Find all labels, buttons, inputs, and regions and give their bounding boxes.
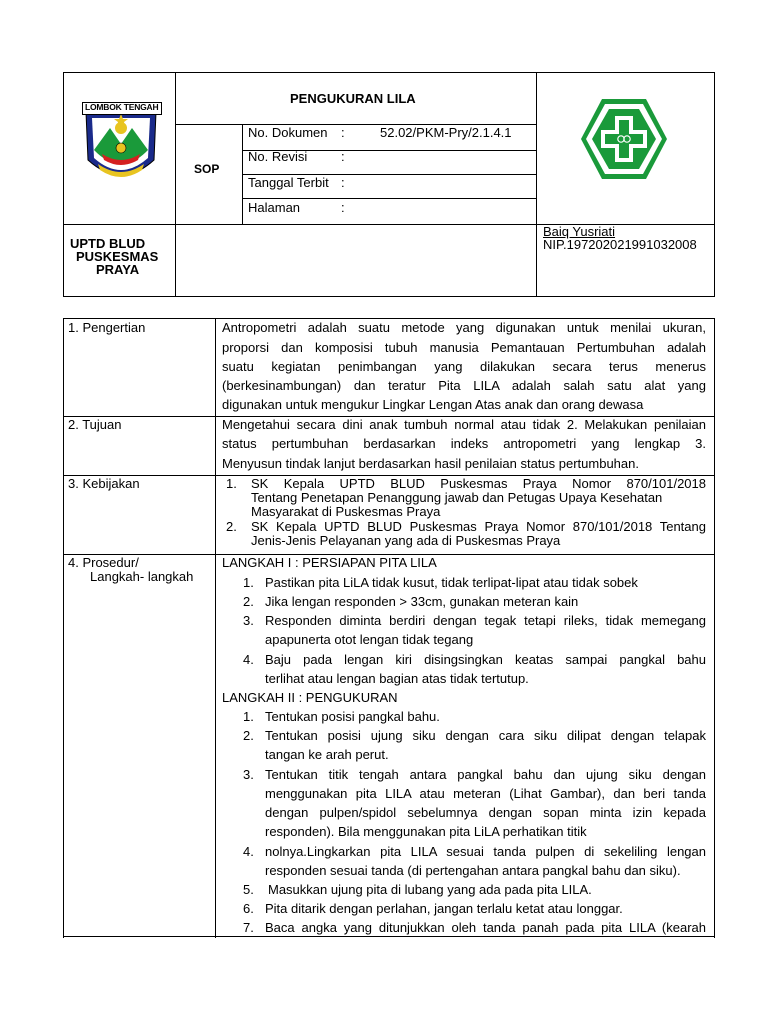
step-item-line: dengan pulpen/spidol sebelumnya dengan sopan minta izin kepada — [265, 805, 706, 820]
tujuan-line: Menyusun tindak lanjut berdasarkan hasil penilaian status pertumbuhan. — [222, 456, 639, 471]
sop-label: SOP — [194, 162, 220, 176]
step-item-number: 1. — [243, 709, 254, 724]
step-item-line: apapunerta otot lengan tidak tegang — [265, 632, 474, 647]
step-item-number: 3. — [243, 767, 254, 782]
step-item-line: responden sesuai tanda (di pertengahan antara pangkal bahu dan siku). — [265, 863, 681, 878]
step-item-number: 4. — [243, 844, 254, 859]
step-item-line: nolnya.Lingkarkan pita LILA sesuai tanda pulpen di sekeliling lengan — [265, 844, 706, 859]
step-item-line: tangan ke arah perut. — [265, 747, 389, 762]
page-label: Halaman — [248, 200, 301, 215]
signer-nip: NIP.197202021991032008 — [543, 237, 697, 252]
kebijakan-line: Tentang Penetapan Penanggung jawab dan Petugas Upaya Kesehatan — [251, 490, 663, 505]
section-label-pengertian: 1. Pengertian — [68, 320, 146, 335]
step-item-line: Jika lengan responden > 33cm, gunakan meteran kain — [265, 594, 579, 609]
step-item-number: 5. — [243, 882, 254, 897]
step1-title: LANGKAH I : PERSIAPAN PITA LILA — [222, 555, 437, 570]
step-item-number: 1. — [243, 575, 254, 590]
section-label-tujuan: 2. Tujuan — [68, 417, 122, 432]
step-item-number: 4. — [243, 652, 254, 667]
puskesmas-logo — [580, 98, 668, 180]
step-item-line: Masukkan ujung pita di lubang yang ada pada pita LILA. — [268, 882, 592, 897]
page-sep: : — [341, 200, 345, 215]
issue-date-sep: : — [341, 175, 345, 190]
step-item-line: Responden diminta berdiri dengan tegak tetapi rileks, tidak memegang — [265, 613, 706, 628]
step-item-line: Tentukan posisi pangkal bahu. — [265, 709, 440, 724]
revision-sep: : — [341, 149, 345, 164]
revision-label: No. Revisi — [248, 149, 308, 164]
step-item-line: menggunakan pita LILA atau meteran (Lihat Gambar), dan beri tanda — [265, 786, 706, 801]
tujuan-line: status pertumbuhan berdasarkan indeks antropometri yang lengkap 3. — [222, 436, 706, 451]
tujuan-line: Mengetahui secara dini anak tumbuh normal atau tidak 2. Melakukan penilaian — [222, 417, 706, 432]
section-label-prosedur: 4. Prosedur/ — [68, 555, 139, 570]
doc-number-label: No. Dokumen — [248, 125, 328, 140]
section-label-prosedur-sub: Langkah- langkah — [90, 569, 194, 584]
step-item-line: Pita ditarik dengan perlahan, jangan terlalu ketat atau longgar. — [265, 901, 623, 916]
pengertian-line: suatu kegiatan penimbangan yang dilakukan secara terus menerus — [222, 359, 706, 374]
step-item-number: 2. — [243, 594, 254, 609]
pengertian-line: Antropometri adalah suatu metode yang digunakan untuk menilai ukuran, — [222, 320, 706, 335]
unit-name-line2: PUSKESMAS — [76, 249, 159, 264]
doc-number-value: 52.02/PKM-Pry/2.1.4.1 — [380, 125, 512, 140]
step-item-line: Baju pada lengan kiri disingsingkan keatas sampai pangkal bahu — [265, 652, 706, 667]
pengertian-line: (berkesinambungan) dan teratur Pita LILA adalah salah satu alat yang — [222, 378, 706, 393]
step-item-number: 2. — [243, 728, 254, 743]
step-item-line: Pastikan pita LiLA tidak kusut, tidak terlipat-lipat atau tidak sobek — [265, 575, 638, 590]
kebijakan-line: Jenis-Jenis Pelayanan yang ada di Puskesmas Praya — [251, 533, 561, 548]
unit-name-line1: UPTD BLUD — [70, 236, 146, 251]
step-item-number: 7. — [243, 920, 254, 935]
signer-name: Baiq Yusriati — [543, 224, 616, 239]
step-item-line: Tentukan titik tengah antara pangkal bahu dan ujung siku dengan — [265, 767, 706, 782]
issue-date-label: Tanggal Terbit — [248, 175, 329, 190]
kebijakan-line: Masyarakat di Puskesmas Praya — [251, 504, 441, 519]
kebijakan-line: SK Kepala UPTD BLUD Puskesmas Praya Nomor 870/101/2018 Tentang — [251, 519, 706, 534]
pengertian-line: digunakan untuk mengukur Lingkar Lengan Atas anak dan orang dewasa — [222, 397, 644, 412]
lombok-tengah-logo — [80, 98, 162, 188]
unit-name-line3: PRAYA — [96, 262, 140, 277]
kebijakan-item-number: 1. — [226, 476, 237, 491]
step2-title: LANGKAH II : PENGUKURAN — [222, 690, 398, 705]
step-item-line: Tentukan posisi ujung siku dengan cara siku dilipat dengan telapak — [265, 728, 706, 743]
step-item-number: 6. — [243, 901, 254, 916]
doc-number-sep: : — [341, 125, 345, 140]
step-item-line: Baca angka yang ditunjukkan oleh tanda panah pada pita LILA (kearah — [265, 920, 706, 935]
kebijakan-line: SK Kepala UPTD BLUD Puskesmas Praya Nomor 870/101/2018 — [251, 476, 706, 491]
logo-left-text: LOMBOK TENGAH — [85, 102, 159, 112]
pengertian-line: proporsi dan komposisi tubuh manusia Pemantauan Pertumbuhan adalah — [222, 340, 706, 355]
step-item-number: 3. — [243, 613, 254, 628]
kebijakan-item-number: 2. — [226, 519, 237, 534]
step-item-line: responden). Bila menggunakan pita LiLA perhatikan titik — [265, 824, 587, 839]
step-item-line: terlihat atau lengan bagian atas tidak tertutup. — [265, 671, 529, 686]
section-label-kebijakan: 3. Kebijakan — [68, 476, 140, 491]
page-title: PENGUKURAN LILA — [290, 91, 416, 106]
